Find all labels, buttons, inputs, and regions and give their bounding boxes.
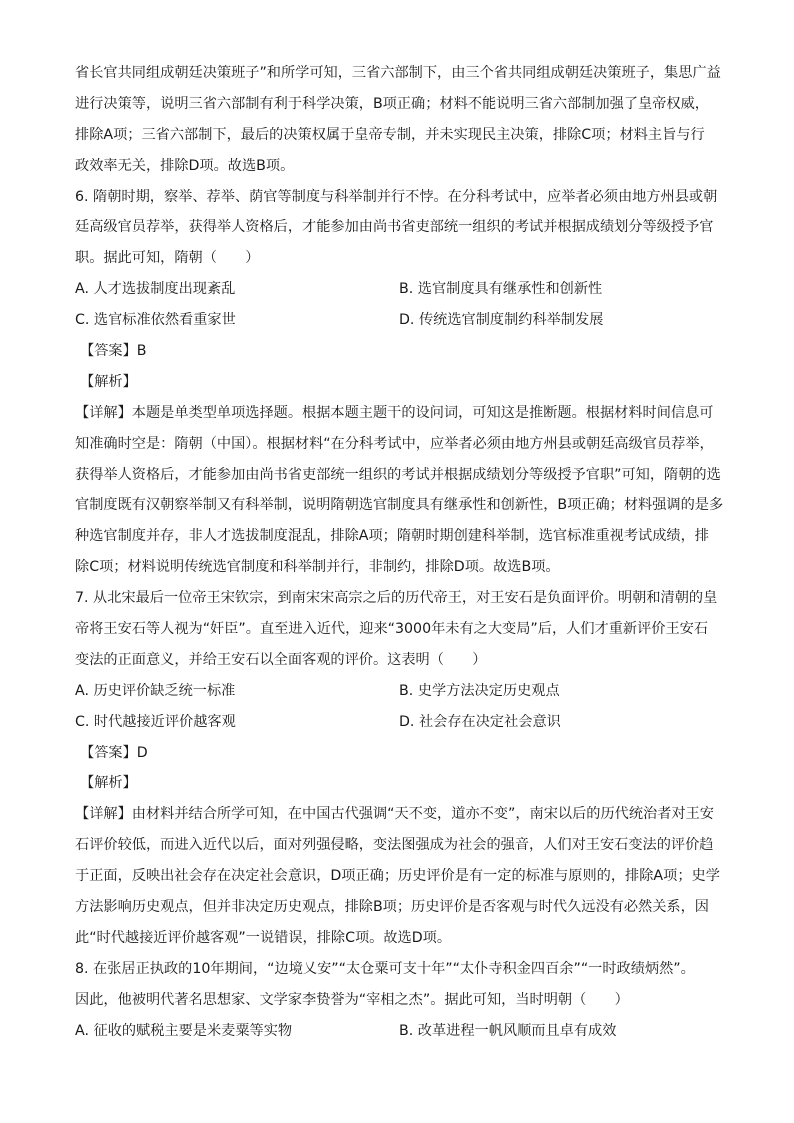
- question-6-options-row-1: [75, 274, 725, 305]
- explanation-line: 方法影响历史观点，但并非决定历史观点，排除B项；历史评价是否客观与时代久远没有必然关系，因: [75, 899, 709, 916]
- answer-label: 【答案】B: [80, 343, 147, 360]
- option-b: B. 选官制度具有继承性和创新性: [399, 281, 603, 298]
- analysis-label: 【解析】: [80, 373, 137, 390]
- text-line: 排除A项；三省六部制下，最后的决策权属于皇帝专制，并未实现民主决策，排除C项；材料主旨与行: [75, 126, 705, 143]
- text-line: 进行决策等，说明三省六部制有利于科学决策，B项正确；材料不能说明三省六部制加强了皇帝权威，: [75, 95, 709, 112]
- option-a: A. 历史评价缺乏统一标准: [75, 682, 236, 699]
- question-7-stem: 变法的正面意义，并给王安石以全面客观的评价。这表明（ ）: [75, 651, 487, 668]
- explanation-line: 于正面，反映出社会存在决定社会意识，D项正确；历史评价是有一定的标准与原则的，排除A项；史学: [75, 868, 720, 885]
- answer-label: 【答案】D: [80, 744, 148, 761]
- analysis-label: 【解析】: [80, 775, 137, 792]
- explanation-line: 此“时代越接近评价越客观”一说错误，排除C项。故选D项。: [75, 929, 452, 946]
- option-c: C. 时代越接近评价越客观: [75, 713, 236, 730]
- option-b: B. 改革进程一帆风顺而且卓有成效: [399, 1022, 617, 1039]
- question-6-stem: 职。据此可知，隋朝（ ）: [75, 250, 260, 267]
- option-a: A. 人才选拔制度出现紊乱: [75, 281, 236, 298]
- question-7-options-row-2: [75, 707, 725, 738]
- explanation-line: 种选官制度并存，非人才选拔制度混乱，排除A项；隋朝时期创建科举制，选官标准重视考试成绩，排: [75, 528, 709, 545]
- explanation-line: 【详解】本题是单类型单项选择题。根据本题主题干的设问词，可知这是推断题。根据材料时间信息可: [75, 404, 714, 421]
- option-a: A. 征收的赋税主要是米麦粟等实物: [75, 1022, 293, 1039]
- explanation-line: 官制度既有汉朝察举制又有科举制，说明隋朝选官制度具有继承性和创新性，B项正确；材料强调的是多: [75, 497, 724, 514]
- explanation-line: 获得举人资格后，才能参加由尚书省吏部统一组织的考试并根据成绩划分等级授予官职”可知，隋朝的选: [75, 466, 721, 483]
- explanation-line: 【详解】由材料并结合所学可知，在中国古代强调“天不变，道亦不变”，南宋以后的历代统治者对王安: [75, 806, 714, 823]
- option-b: B. 史学方法决定历史观点: [399, 682, 560, 699]
- exam-answer-page: [75, 58, 725, 1047]
- explanation-line: 石评价较低，而进入近代以后，面对列强侵略，变法图强成为社会的强音，人们对王安石变法的评价趋: [75, 837, 714, 854]
- explanation-line: 知准确时空是：隋朝（中国）。根据材料“在分科考试中，应举者必须由地方州县或朝廷高级官员荐举，: [75, 435, 714, 452]
- question-6-stem: 廷高级官员荐举，获得举人资格后，才能参加由尚书省吏部统一组织的考试并根据成绩划分等级授予官: [75, 219, 714, 236]
- explanation-line: 除C项；材料说明传统选官制度和科举制并行，非制约，排除D项。故选B项。: [75, 559, 560, 576]
- question-8-stem: 因此，他被明代著名思想家、文学家李贽誉为“宰相之杰”。据此可知，当时明朝（ ）: [75, 991, 629, 1008]
- question-6-options-row-2: [75, 305, 725, 336]
- option-c: C. 选官标准依然看重家世: [75, 312, 236, 329]
- question-6-stem: 6. 隋朝时期，察举、荐举、荫官等制度与科举制并行不悖。在分科考试中，应举者必须由地方州县或朝: [75, 188, 718, 205]
- option-d: D. 传统选官制度制约科举制发展: [399, 312, 604, 329]
- question-8-options-row-1: [75, 1016, 725, 1047]
- question-8-stem: 8. 在张居正执政的10年期间，“边境乂安”“太仓粟可支十年”“太仆寺积金四百余”“一时政绩炳然”。: [75, 960, 695, 977]
- question-7-options-row-1: [75, 676, 725, 707]
- text-line: 政效率无关，排除D项。故选B项。: [75, 157, 295, 174]
- question-7-stem: 帝将王安石等人视为“奸臣”。直至进入近代，迎来“3000年未有之大变局”后，人们才重新评价王安石: [75, 621, 709, 638]
- text-line: 省长官共同组成朝廷决策班子”和所学可知，三省六部制下，由三个省共同组成朝廷决策班子，集思广益: [75, 65, 721, 81]
- question-7-stem: 7. 从北宋最后一位帝王宋钦宗，到南宋宋高宗之后的历代帝王，对王安石是负面评价。明朝和清朝的皇: [75, 590, 718, 607]
- option-d: D. 社会存在决定社会意识: [399, 713, 561, 730]
